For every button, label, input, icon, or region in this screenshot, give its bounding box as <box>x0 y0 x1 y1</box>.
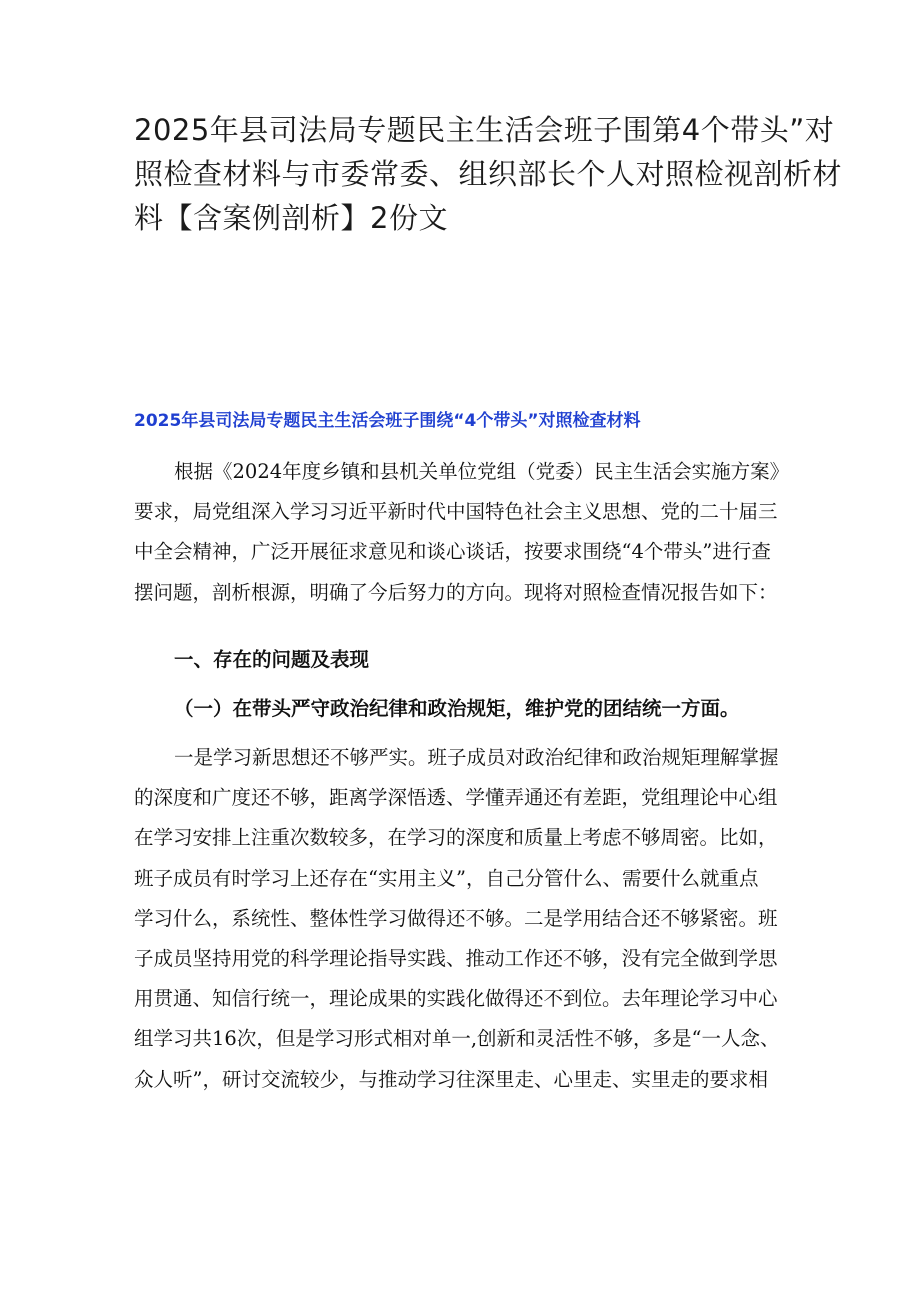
section-subtitle: 2025年县司法局专题民主生活会班子围绕“4个带头”对照检查材料 <box>134 411 641 431</box>
title-line: 料【含案例剖析】2份文 <box>134 201 448 235</box>
paragraph-line: 中全会精神，广泛开展征求意见和谈心谈话，按要求围绕“4个带头”进行查 <box>134 540 771 564</box>
subsection-heading: （一）在带头严守政治纪律和政治规矩，维护党的团结统一方面。 <box>174 697 740 720</box>
paragraph-line: 摆问题，剖析根源，明确了今后努力的方向。现将对照检查情况报告如下： <box>134 580 778 604</box>
document-title <box>134 108 843 240</box>
title-line: 2025年县司法局专题民主生活会班子围第4个带头”对 <box>134 113 835 147</box>
paragraph-line: 子成员坚持用党的科学理论指导实践、推动工作还不够，没有完全做到学思 <box>134 946 778 970</box>
paragraph-line: 一是学习新思想还不够严实。班子成员对政治纪律和政治规矩理解掌握 <box>174 746 779 769</box>
paragraph-line: 在学习安排上注重次数较多，在学习的深度和质量上考虑不够周密。比如， <box>134 826 778 850</box>
section-heading: 一、存在的问题及表现 <box>174 648 370 671</box>
body-paragraph <box>134 738 814 1100</box>
title-line: 照检查材料与市委常委、组织部长个人对照检视剖析材 <box>134 157 843 191</box>
paragraph-line: 要求，局党组深入学习习近平新时代中国特色社会主义思想、党的二十届三 <box>134 500 778 524</box>
paragraph-line: 用贯通、知信行统一，理论成果的实践化做得还不到位。去年理论学习中心 <box>134 987 778 1011</box>
paragraph-line: 众人听”，研讨交流较少，与推动学习往深里走、心里走、实里走的要求相 <box>134 1067 768 1091</box>
paragraph-line: 的深度和广度还不够，距离学深悟透、学懂弄通还有差距，党组理论中心组 <box>134 786 778 810</box>
intro-paragraph <box>134 452 814 613</box>
paragraph-line: 班子成员有时学习上还存在“实用主义”，自己分管什么、需要什么就重点 <box>134 866 759 890</box>
paragraph-line: 根据《2024年度乡镇和县机关单位党组（党委）民主生活会实施方案》 <box>174 460 790 483</box>
paragraph-line: 学习什么，系统性、整体性学习做得还不够。二是学用结合还不够紧密。班 <box>134 906 778 930</box>
paragraph-line: 组学习共16次，但是学习形式相对单一,创新和灵活性不够，多是“一人念、 <box>134 1027 780 1051</box>
